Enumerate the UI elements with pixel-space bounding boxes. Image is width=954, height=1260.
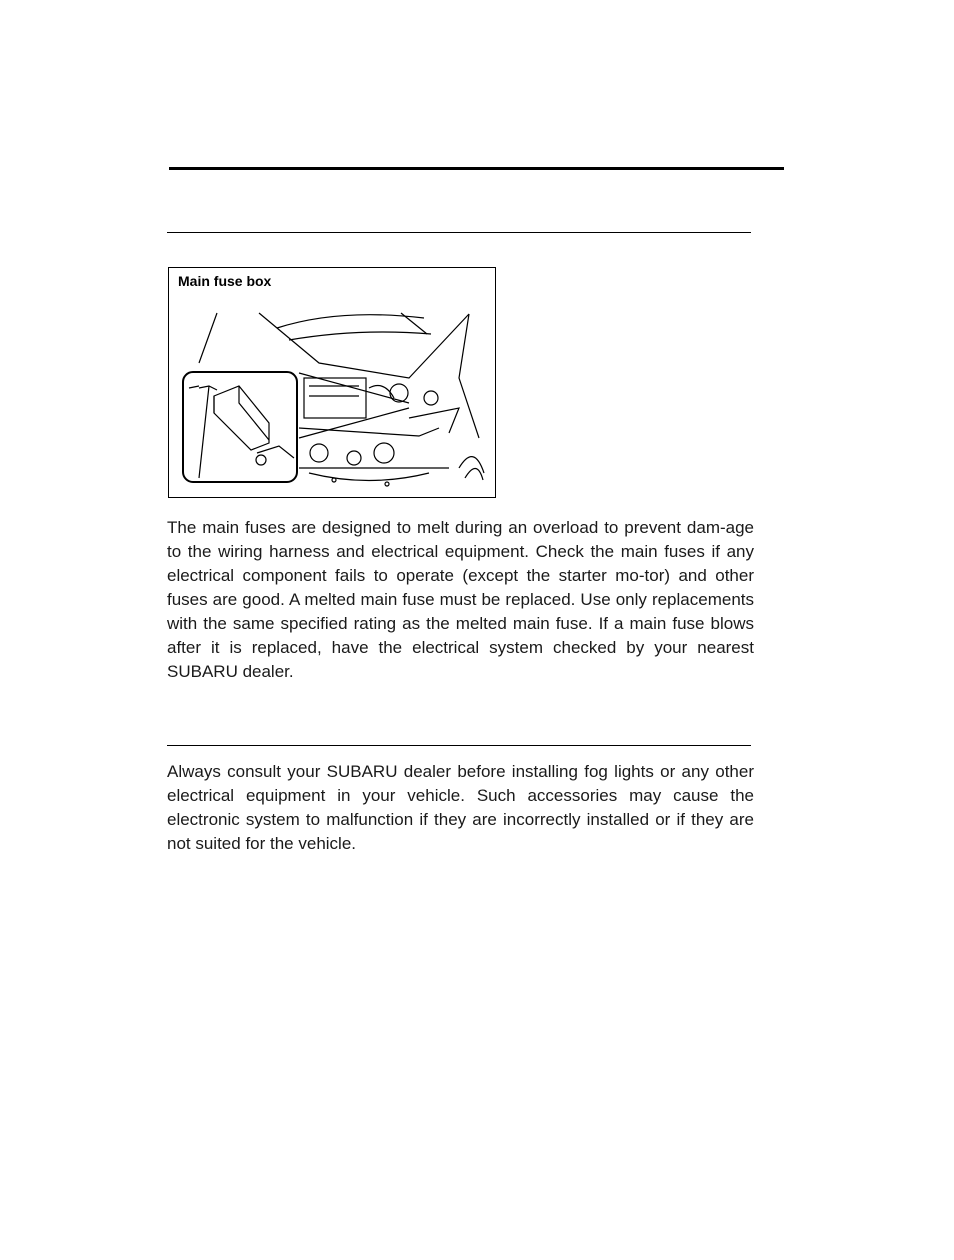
header-rule	[169, 167, 784, 170]
figure-caption: Main fuse box	[178, 273, 272, 289]
section-rule-main-fuses	[167, 232, 751, 233]
accessories-paragraph: Always consult your SUBARU dealer before installing fog lights or any other electrical equipment in your vehicle. Such accessories may cause the electronic system to malfunction if they are incorrectly installed or if they are not suited for the vehicle.	[167, 762, 754, 853]
engine-bay-illustration	[169, 268, 496, 498]
main-fuses-paragraph: The main fuses are designed to melt during an overload to prevent dam-age to the wiring harness and electrical equipment. Check the main fuses if any electrical component fails to operate (except the starter mo-tor) and other fuses are good. A melted main fuse must be replaced. Use only replacements with the same specified rating as the melted main fuse. If a main fuse blows after it is replaced, have the electrical system checked by your nearest SUBARU dealer.	[167, 518, 754, 681]
section-rule-accessories	[167, 745, 751, 746]
main-fuse-box-figure	[168, 267, 496, 498]
